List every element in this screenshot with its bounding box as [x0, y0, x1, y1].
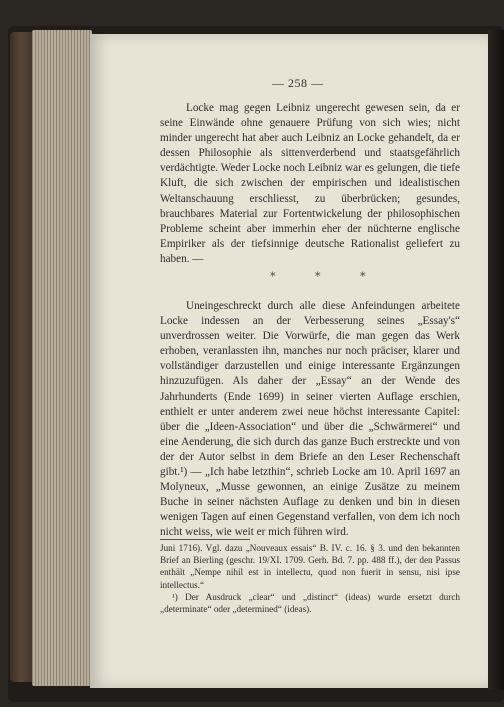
- paragraph-1-text: Locke mag gegen Leibniz ungerecht gewesen sein, da er seine Einwände ohne genauere Prüfung von sich wies; nicht minder ungerecht hat aber auch Leibniz an Locke gehandelt, da er dessen Philosophie als sittenverderbend und staatsgefährlich verdächtigte. Weder Locke noch Leibniz war es gelungen, die tiefe Kluft, die sich zwischen der empirischen und idealistischen Weltanschauung erschliesst, zu überbrücken; gesundes, brauchbares Material zur Fortentwickelung der philosophischen Probleme scheint aber immerhin eher der nüchterne englische Empiriker als der tiefsinnige deutsche Rationalist geliefert zu haben. —: [160, 102, 460, 265]
- paragraph-1: [160, 101, 460, 267]
- page-edges: [32, 30, 92, 686]
- page-gutter-shadow: [488, 30, 504, 690]
- paragraph-2-text: Uneingeschreckt durch alle diese Anfeindungen arbeitete Locke indessen an der Verbesserung seines „Essay's“ unverdrossen weiter. Die Vorwürfe, die man gegen das Werk erhoben, veranlassten ihn, manches nur noch präciser, klarer und vollständiger darzustellen und einige interessante Ergänzungen hinzuzufügen. Als daher der „Essay“ an der Wende des Jahrhunderts (Ende 1699) in seiner vierten Auflage erschien, enthielt er unter anderem zwei neue höchst interessante Capitel: über die „Ideen-Association“ und über die „Schwärmerei“ und eine Aenderung, die sich durch das ganze Buch erstreckte und von der der Autor selbst in dem Briefe an den Leser Rechenschaft gibt.¹) — „Ich habe letzthin“, schrieb Locke am 10. April 1697 an Molyneux, „Musse gewonnen, an einige Zusätze zu meinem Buche in seiner nächsten Auflage zu denken und bin in diesen wenigen Tagen auf einen Gegenstand verfallen, von dem ich noch nicht weiss, wie weit er mich führen wird.: [160, 300, 460, 539]
- footnote-continued: Juni 1716). Vgl. dazu „Nouveaux essais“ B. IV. c. 16. § 3. und den bekannten Brief an Bierling (geschr. 19/XI. 1709. Gerh. Bd. 7. pp. 488 ff.), der den Passus enthält „Nempe nihil est in intellectu, quod non fuerit in sensu, nisi ipse intellectus.“: [160, 543, 460, 590]
- footnote-rule: [160, 539, 250, 540]
- page-number: — 258 —: [272, 76, 324, 90]
- paragraph-2: [160, 299, 460, 541]
- footnote-1: ¹) Der Ausdruck „clear“ und „distinct“ (ideas) wurde ersetzt durch „determinate“ oder „determined“ (ideas).: [160, 591, 460, 615]
- footnotes: [160, 542, 460, 615]
- section-separator: * * *: [270, 270, 384, 283]
